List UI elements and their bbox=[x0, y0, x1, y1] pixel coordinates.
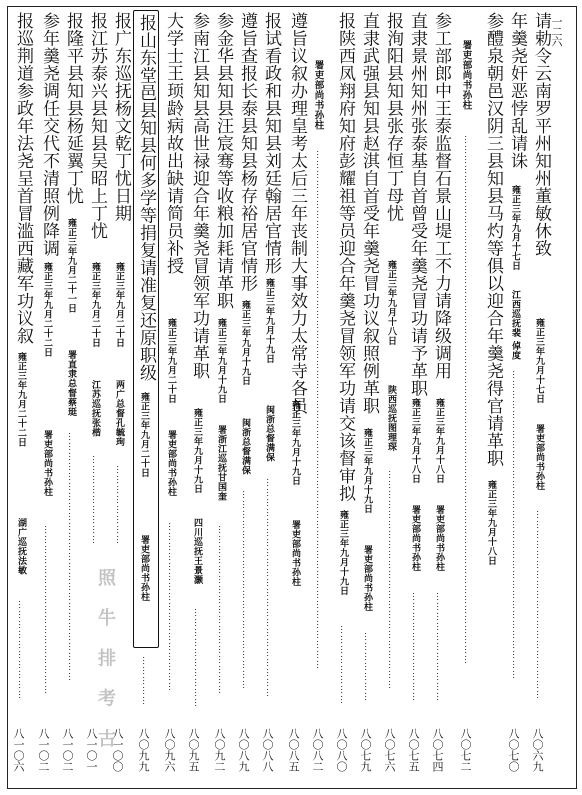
entry-official: 署吏部尚书孙柱 bbox=[362, 545, 372, 612]
entry-page-number: 八〇七五 bbox=[407, 728, 420, 772]
leader-dots: ………………………………………………………… bbox=[264, 478, 274, 698]
entry-date: 雍正三年九月十九日 bbox=[362, 428, 372, 514]
entry-official: 陕西巡抚图理琛 bbox=[386, 385, 396, 452]
entry-date: 雍正三年九月十九日 bbox=[338, 510, 348, 596]
leader-dots: ………………………………………………………………………………………………………………………………………… bbox=[314, 150, 324, 670]
entry-date: 雍正三年九月二十二日 bbox=[42, 262, 52, 357]
entry-page-number: 八〇九六 bbox=[163, 728, 176, 772]
entry-official: 江苏巡抚张楷 bbox=[90, 380, 100, 437]
entry-official: 闽浙总督满保 bbox=[240, 418, 250, 475]
leader-dots: ………………………………………………………………………………… bbox=[510, 370, 520, 680]
entry-title: 报山东堂邑县知县何多学等捐复请准复还原职级 bbox=[136, 14, 156, 382]
entry-official: 署吏部尚书孙柱 bbox=[166, 430, 176, 497]
entry-title: 报江苏泰兴县知县吴昭上丁忧 bbox=[87, 12, 107, 240]
entry-title: 报陕西凤翔府知府彭耀祖等员迎合年羹尧冒领军功请交该督审拟 bbox=[335, 12, 355, 502]
entry-date: 雍正三年九月二十日 bbox=[90, 262, 100, 348]
leader-dots: …………………………………………………………………………………………………………………………………………… bbox=[462, 135, 472, 665]
page-number: 一二六 bbox=[550, 16, 563, 46]
leader-dots: ………………………………………………… bbox=[534, 510, 544, 700]
entry-page-number: 八一〇六 bbox=[12, 728, 25, 772]
entry-title: 请勅令云南罗平州知州董敏休致 bbox=[531, 12, 551, 257]
entry-page-number: 八〇八〇 bbox=[335, 728, 348, 772]
entry-date: 雍正三年九月二十日 bbox=[139, 392, 149, 478]
leader-dots: …………………………………………………… bbox=[240, 490, 250, 690]
leader-dots: …………………………… bbox=[434, 592, 444, 702]
entry-page-number: 八一〇二 bbox=[37, 728, 50, 772]
entry-title: 报试看政和县知县刘廷翰居官情形 bbox=[261, 12, 281, 275]
entry-official: 闽浙总督满保 bbox=[264, 405, 274, 462]
leader-dots: ………………………… bbox=[192, 608, 202, 708]
entry-page-number: 八〇六九 bbox=[531, 728, 544, 772]
entry-official: 江西巡抚裴 倬度 bbox=[510, 290, 520, 361]
leader-dots: …………………… bbox=[338, 625, 348, 705]
leader-dots: ………………………………………………………………… bbox=[66, 432, 76, 682]
entry-date: 雍正三年九月二十日 bbox=[166, 318, 176, 404]
leader-dots: …………………………… bbox=[410, 592, 420, 702]
entry-official: 署吏部尚书孙柱 bbox=[534, 424, 544, 491]
entry-date: 雍正三年九月十八日 bbox=[434, 398, 444, 484]
entry-page-number: 八〇七六 bbox=[383, 728, 396, 772]
entry-date: 雍正三年九月二十日 bbox=[114, 262, 124, 348]
entry-title: 大学士王顼龄病故出缺请简员补授 bbox=[163, 12, 183, 275]
entry-page-number: 八一〇〇 bbox=[111, 728, 124, 772]
entry-date: 雍正三年九月十七日 bbox=[510, 185, 520, 271]
entry-page-number: 八〇九九 bbox=[137, 728, 150, 772]
watermark: 照 牛 排 考 古 bbox=[95, 568, 116, 756]
entry-official: 署直隶总督蔡珽 bbox=[66, 350, 76, 417]
entry-page-number: 八〇七九 bbox=[359, 728, 372, 772]
entry-page-number: 八〇七四 bbox=[431, 728, 444, 772]
entry-title: 遵旨查报长泰县知县杨存裕居官情形 bbox=[237, 12, 257, 292]
entry-title: 参南江县知县高世禄迎合年羹尧冒领军功请革职 bbox=[189, 12, 209, 380]
entry-date: 雍正三年九月十七日 bbox=[534, 318, 544, 404]
entry-title: 报隆平县知县杨延翼丁忧 bbox=[63, 12, 83, 205]
leader-dots: ………………………… bbox=[16, 600, 26, 700]
entry-title: 参金华县知县汪宸骞等收粮加耗请革职 bbox=[213, 12, 233, 310]
entry-subtitle: 署吏部尚书孙柱 bbox=[312, 60, 324, 130]
entry-page-number: 八一〇二 bbox=[61, 728, 74, 772]
entry-date: 雍正三年九月十九日 bbox=[290, 400, 300, 486]
leader-dots: …………………… bbox=[114, 465, 124, 545]
leader-dots: …………… bbox=[140, 656, 150, 706]
entry-title: 参醴泉朝邑汉阴三县知县马灼等俱以迎合年羹尧得官请革职 bbox=[483, 12, 503, 467]
entry-page-number: 八一〇一 bbox=[85, 728, 98, 772]
entry-title: 参工部郎中王泰监督石景山堤工不力请降级调用 bbox=[431, 12, 451, 380]
entry-page-number: 八〇九五 bbox=[187, 728, 200, 772]
entry-official: 署吏部尚书孙柱 bbox=[410, 505, 420, 572]
entry-page-number: 八〇七〇 bbox=[507, 728, 520, 772]
entry-title: 报洵阳县知县张存恒丁母忧 bbox=[383, 12, 403, 222]
entry-date: 雍正三年九月十九日 bbox=[240, 300, 250, 386]
entry-title: 参年羹尧调任交代不清照例降调 bbox=[39, 12, 59, 257]
entry-official: 湖广巡抚法敏 bbox=[16, 518, 26, 575]
entry-date: 雍正三年九月十八日 bbox=[386, 260, 396, 346]
entry-page-number: 八〇九二 bbox=[213, 728, 226, 772]
leader-dots: ……………………… bbox=[90, 455, 100, 545]
entry-date: 雍正三年九月二十二日 bbox=[16, 352, 26, 447]
entry-date: 雍正三年九月十九日 bbox=[264, 278, 274, 364]
entry-official: 署吏部尚书孙柱 bbox=[139, 535, 149, 602]
leader-dots: …………………………………………… bbox=[42, 525, 52, 695]
entry-official: 署吏部尚书孙柱 bbox=[290, 520, 300, 587]
entry-subtitle: 署吏部尚书孙柱 bbox=[460, 40, 472, 110]
entry-date: 雍正三年九月二十一日 bbox=[66, 218, 76, 313]
entry-page-number: 八〇七二 bbox=[459, 728, 472, 772]
entry-official: 署吏部尚书孙柱 bbox=[434, 505, 444, 572]
entry-official: 署浙江巡抚甘国奎 bbox=[216, 425, 226, 501]
leader-dots: …………………………………………… bbox=[166, 522, 176, 692]
entry-official: 署吏部尚书孙柱 bbox=[42, 430, 52, 497]
entry-official: 四川巡抚王景灏 bbox=[192, 518, 202, 585]
entry-date: 雍正三年九月十九日 bbox=[216, 318, 226, 404]
entry-page-number: 八〇八八 bbox=[261, 728, 274, 772]
entry-date: 雍正三年九月十八日 bbox=[410, 398, 420, 484]
entry-title: 报巡荆道参政年法尧呈首冒滥西藏军功议叙 bbox=[13, 12, 33, 345]
entry-page-number: 八〇八五 bbox=[287, 728, 300, 772]
leader-dots: ………………………………………………………… bbox=[386, 470, 396, 690]
leader-dots: ………………… bbox=[362, 632, 372, 702]
entry-page-number: 八〇八二 bbox=[311, 728, 324, 772]
entry-page-number: 八〇八九 bbox=[237, 728, 250, 772]
entry-title: 遵旨议叙办理皇考太后三年丧制大事效力太常寺各员 bbox=[287, 12, 307, 415]
entry-date: 雍正三年九月十八日 bbox=[486, 480, 496, 566]
entry-date: 雍正三年九月十九日 bbox=[192, 408, 202, 494]
entry-title: 年羹尧奸恶悖乱请诛 bbox=[507, 12, 527, 170]
leader-dots: …………………………………………… bbox=[216, 525, 226, 695]
entry-title: 报广东巡抚杨文乾丁忧日期 bbox=[111, 12, 131, 222]
entry-title: 直隶武强县知县赵淇自首受年羹尧冒功议叙照例革职 bbox=[359, 12, 379, 415]
entry-official: 两广总督孔毓珣 bbox=[114, 380, 124, 447]
entry-title: 直隶景州知州张泰基自首曾受年羹尧冒功请予革职 bbox=[407, 12, 427, 397]
